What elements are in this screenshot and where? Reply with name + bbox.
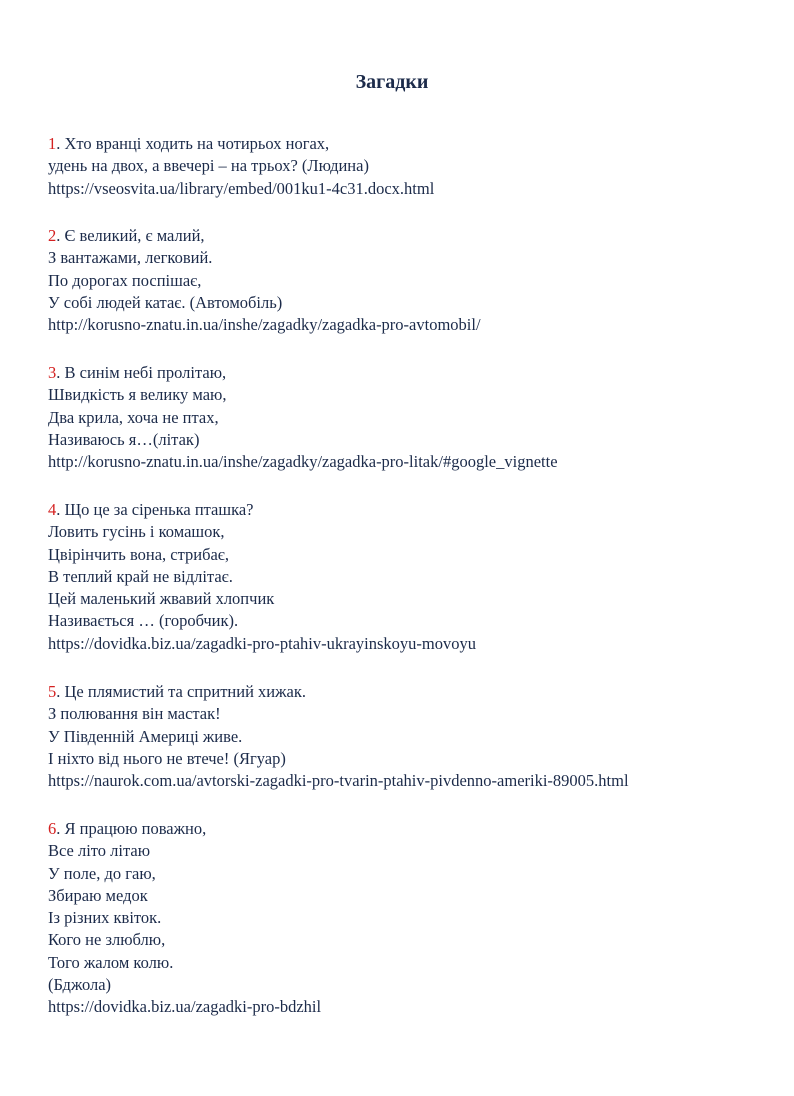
riddle-number: 2 xyxy=(48,226,57,245)
riddle-line: . Хто вранці ходить на чотирьох ногах, xyxy=(56,134,330,153)
riddle-6 xyxy=(48,818,768,1019)
riddle-line: . Я працюю поважно, xyxy=(56,819,207,838)
riddle-number: 6 xyxy=(48,819,57,838)
riddle-1 xyxy=(48,133,768,200)
riddle-line: Ловить гусінь і комашок, xyxy=(48,522,225,542)
riddle-source-link[interactable]: https://naurok.com.ua/avtorski-zagadki-pro-tvarin-ptahiv-pivdenno-ameriki-89005.html xyxy=(48,771,629,791)
riddle-line: Називаюсь я…(літак) xyxy=(48,429,200,449)
riddle-source-link[interactable]: http://korusno-znatu.in.ua/inshe/zagadky/zagadka-pro-avtomobil/ xyxy=(48,315,481,335)
riddle-number: 5 xyxy=(48,682,57,701)
riddle-4 xyxy=(48,499,768,655)
riddle-source-link[interactable]: http://korusno-znatu.in.ua/inshe/zagadky/zagadka-pro-litak/#google_vignette xyxy=(48,452,558,472)
riddle-line: З полювання він мастак! xyxy=(48,704,221,724)
riddle-line: Кого не злюблю, xyxy=(48,930,166,950)
riddle-first-line xyxy=(48,818,768,840)
page-title: Загадки xyxy=(355,71,429,93)
riddle-3 xyxy=(48,362,768,473)
riddle-line: В теплий край не відлітає. xyxy=(48,566,233,586)
riddle-line: Того жалом колю. xyxy=(48,952,174,972)
riddle-source-link[interactable]: https://vseosvita.ua/library/embed/001ku1-4c31.docx.html xyxy=(48,178,435,198)
riddle-line: Все літо літаю xyxy=(48,841,151,861)
riddle-first-line xyxy=(48,225,768,247)
riddle-number: 3 xyxy=(48,363,57,382)
riddle-2 xyxy=(48,225,768,336)
riddle-source-link[interactable]: https://dovidka.biz.ua/zagadki-pro-bdzhil xyxy=(48,997,322,1017)
riddle-first-line xyxy=(48,681,768,703)
riddle-line: Із різних квіток. xyxy=(48,908,162,928)
riddle-first-line xyxy=(48,133,768,155)
riddle-first-line xyxy=(48,499,768,521)
riddle-line: . В синім небі пролітаю, xyxy=(56,363,227,382)
riddle-first-line xyxy=(48,362,768,384)
riddle-line: . Це плямистий та спритний хижак. xyxy=(56,682,306,701)
riddle-line: У поле, до гаю, xyxy=(48,863,156,883)
riddle-line: . Є великий, є малий, xyxy=(56,226,205,245)
riddle-line: У Південній Америці живе. xyxy=(48,726,243,746)
riddle-line: Цей маленький жвавий хлопчик xyxy=(48,589,275,609)
riddle-line: У собі людей катає. (Автомобіль) xyxy=(48,292,283,312)
riddle-line: Цвірінчить вона, стрибає, xyxy=(48,544,230,564)
riddle-line: І ніхто від нього не втече! (Ягуар) xyxy=(48,748,286,768)
riddle-line: . Що це за сіренька пташка? xyxy=(56,500,254,519)
riddle-source-link[interactable]: https://dovidka.biz.ua/zagadki-pro-ptahiv-ukrayinskoyu-movoyu xyxy=(48,633,476,653)
riddle-line: З вантажами, легковий. xyxy=(48,248,213,268)
riddle-line: Збираю медок xyxy=(48,885,148,905)
riddle-line: Швидкість я велику маю, xyxy=(48,385,227,405)
riddle-line: Два крила, хоча не птах, xyxy=(48,407,219,427)
riddle-number: 1 xyxy=(48,134,57,153)
riddle-5 xyxy=(48,681,768,792)
riddle-line: Називається … (горобчик). xyxy=(48,611,239,631)
riddle-number: 4 xyxy=(48,500,57,519)
riddle-line: (Бджола) xyxy=(48,975,112,995)
riddle-line: По дорогах поспішає, xyxy=(48,270,202,290)
riddle-line: удень на двох, а ввечері – на трьох? (Людина) xyxy=(48,156,369,176)
